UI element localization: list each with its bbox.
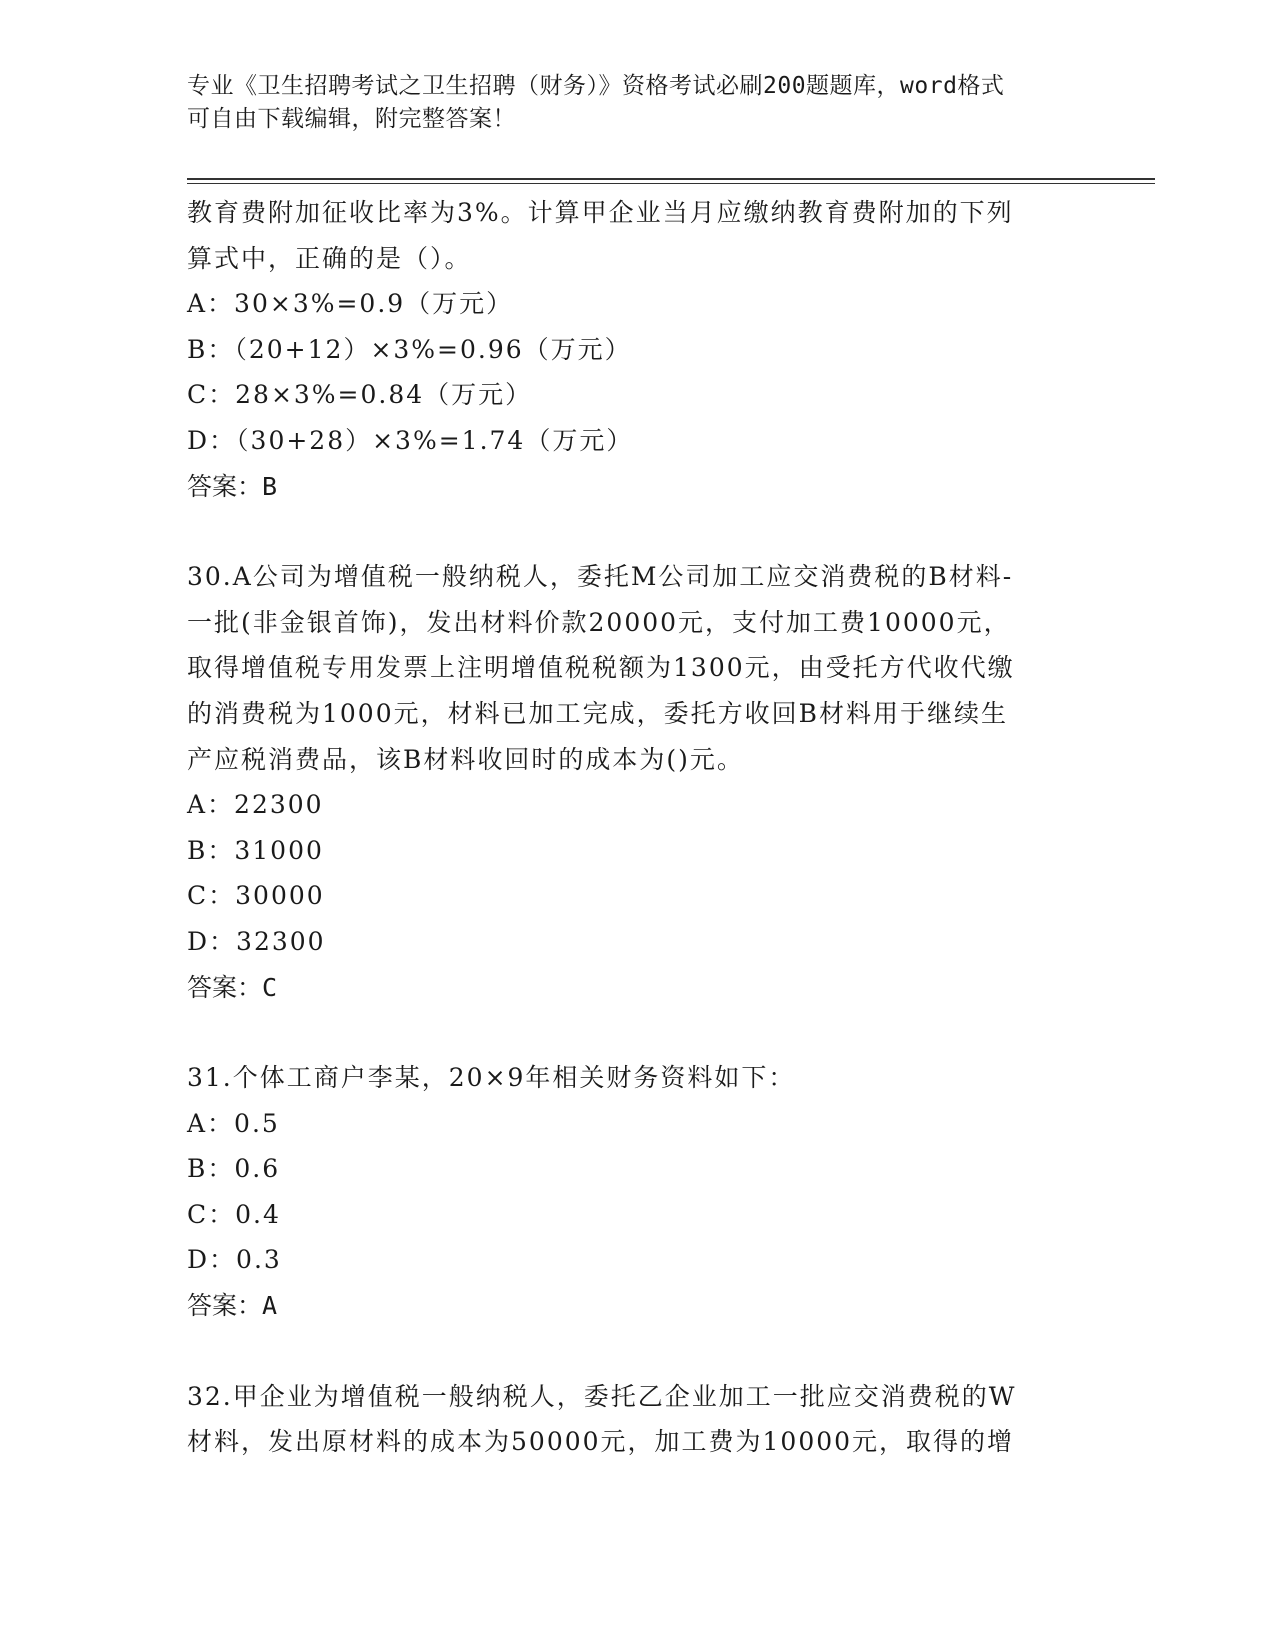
question-29 xyxy=(187,190,1087,509)
option-a: A：0.5 xyxy=(187,1108,280,1138)
question-stem-line: 30.A公司为增值税一般纳税人，委托M公司加工应交消费税的B材料- xyxy=(187,562,1014,592)
option-b: B：（20+12）×3%=0.96（万元） xyxy=(187,334,632,364)
header-line-1: 专业《卫生招聘考试之卫生招聘（财务）》资格考试必刷200题题库，word格式 xyxy=(187,73,1005,99)
question-30 xyxy=(187,554,1087,1010)
answer: 答案：A xyxy=(187,1291,278,1321)
document-header xyxy=(187,70,1067,136)
question-content xyxy=(187,190,1087,1465)
option-c: C：28×3%=0.84（万元） xyxy=(187,380,533,410)
question-stem-line: 材料，发出原材料的成本为50000元，加工费为10000元，取得的增 xyxy=(187,1427,1015,1457)
answer: 答案：B xyxy=(187,471,278,501)
question-32 xyxy=(187,1374,1087,1465)
header-divider-thin xyxy=(187,183,1155,184)
question-stem-line: 教育费附加征收比率为3%。计算甲企业当月应缴纳教育费附加的下列 xyxy=(187,198,1014,227)
question-stem-line: 产应税消费品，该B材料收回时的成本为()元。 xyxy=(187,744,744,774)
option-b: B：0.6 xyxy=(187,1154,281,1184)
option-d: D：（30+28）×3%=1.74（万元） xyxy=(187,425,634,455)
option-a: A：30×3%=0.9（万元） xyxy=(187,289,514,319)
question-stem-line: 一批(非金银首饰)，发出材料价款20000元，支付加工费10000元， xyxy=(187,607,1011,637)
question-stem-line: 31.个体工商户李某，20×9年相关财务资料如下： xyxy=(187,1063,796,1093)
option-d: D：0.3 xyxy=(187,1245,282,1275)
option-c: C：30000 xyxy=(187,881,325,911)
question-stem-line: 取得增值税专用发票上注明增值税税额为1300元，由受托方代收代缴 xyxy=(187,653,1015,683)
question-stem-line: 32.甲企业为增值税一般纳税人，委托乙企业加工一批应交消费税的W xyxy=(187,1381,1017,1411)
question-stem-line: 算式中，正确的是（）。 xyxy=(187,243,472,273)
answer: 答案：C xyxy=(187,972,278,1002)
question-stem-line: 的消费税为1000元，材料已加工完成，委托方收回B材料用于继续生 xyxy=(187,698,1008,728)
header-divider-thick xyxy=(187,178,1155,180)
option-c: C：0.4 xyxy=(187,1199,281,1229)
question-31 xyxy=(187,1055,1087,1329)
option-b: B：31000 xyxy=(187,835,324,865)
header-line-2: 可自由下载编辑，附完整答案！ xyxy=(187,106,516,132)
option-d: D：32300 xyxy=(187,926,326,956)
option-a: A：22300 xyxy=(187,790,324,820)
